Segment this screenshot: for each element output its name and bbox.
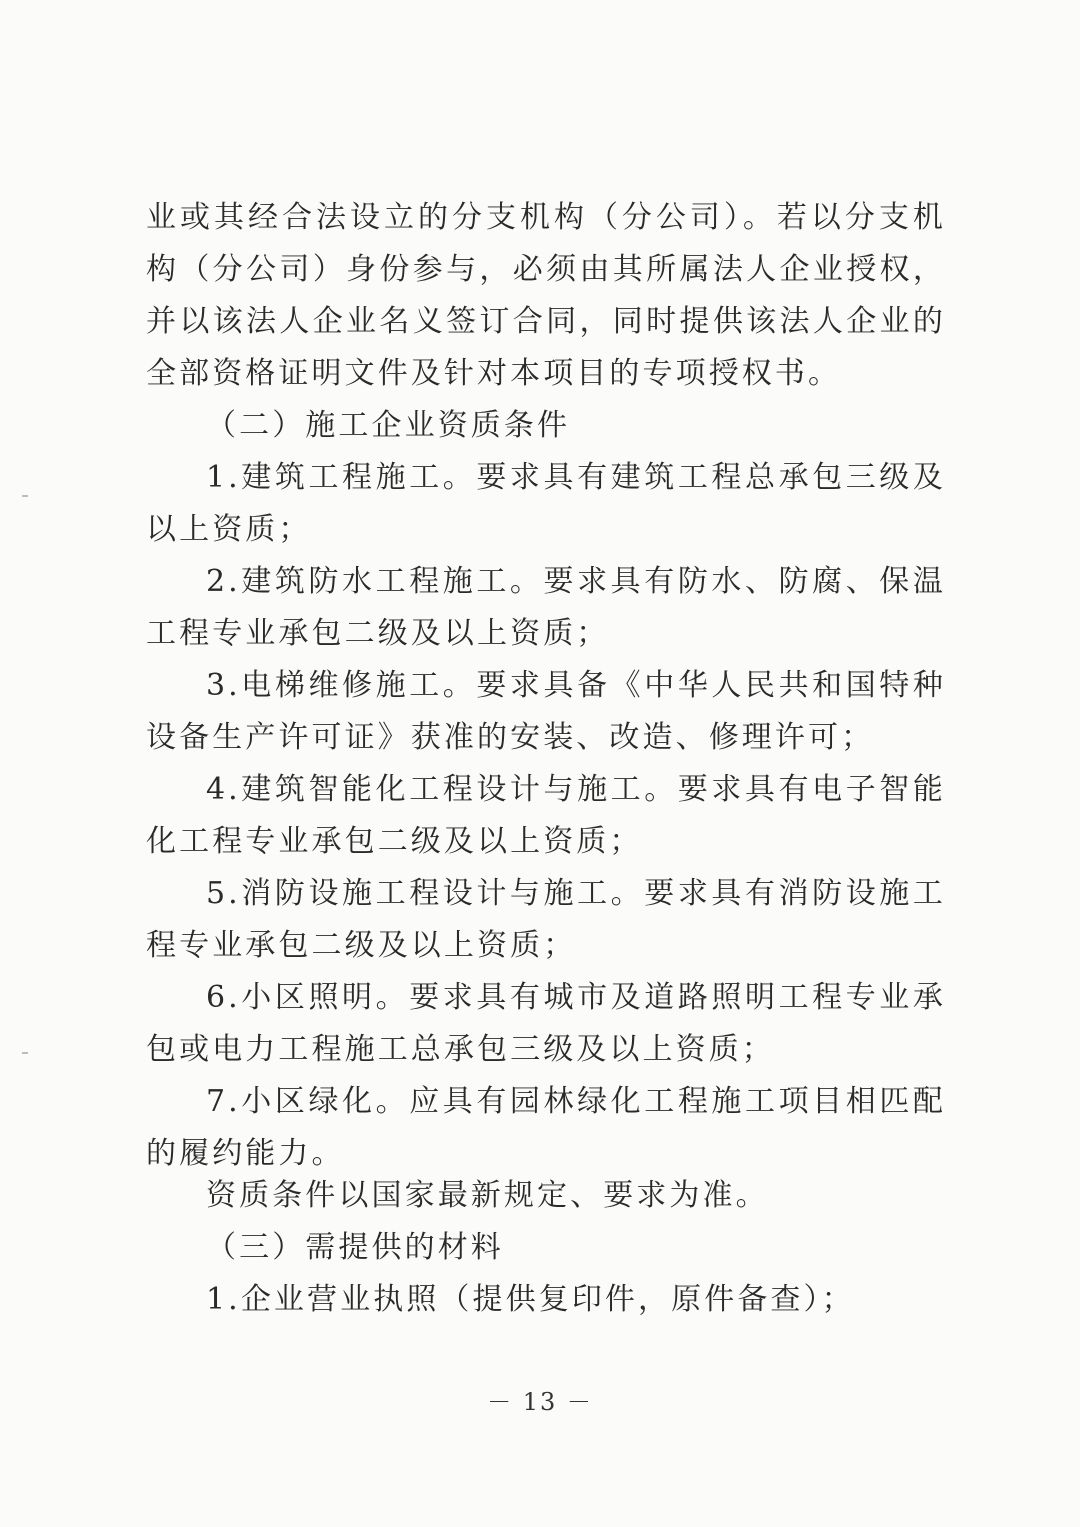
list-item-lighting: 6.小区照明。要求具有城市及道路照明工程专业承包或电力工程施工总承包三级及以上资质； bbox=[146, 980, 946, 1067]
list-item-building-construction: 1.建筑工程施工。要求具有建筑工程总承包三级及以上资质； bbox=[146, 460, 946, 547]
section-heading-qualifications: （二）施工企业资质条件 bbox=[206, 408, 571, 443]
section-heading-materials: （三）需提供的材料 bbox=[206, 1230, 504, 1265]
list-item-elevator: 3.电梯维修施工。要求具备《中华人民共和国特种设备生产许可证》获准的安装、改造、修理许可； bbox=[146, 668, 946, 755]
paragraph-standard-note: 资质条件以国家最新规定、要求为准。 bbox=[206, 1178, 769, 1213]
page-number: － 13 － bbox=[487, 1388, 593, 1416]
list-item-greening: 7.小区绿化。应具有园林绿化工程施工项目相匹配的履约能力。 bbox=[146, 1084, 946, 1171]
list-item-business-license: 1.企业营业执照（提供复印件，原件备查）； bbox=[206, 1282, 855, 1317]
list-item-waterproofing: 2.建筑防水工程施工。要求具有防水、防腐、保温工程专业承包二级及以上资质； bbox=[146, 564, 946, 651]
list-item-intelligent-building: 4.建筑智能化工程设计与施工。要求具有电子智能化工程专业承包二级及以上资质； bbox=[146, 772, 946, 859]
scan-mark bbox=[22, 1052, 28, 1054]
list-item-fire-protection: 5.消防设施工程设计与施工。要求具有消防设施工程专业承包二级及以上资质； bbox=[146, 876, 946, 963]
scan-mark bbox=[22, 495, 28, 497]
paragraph-branch-authorization: 业或其经合法设立的分支机构（分公司）。若以分支机构（分公司）身份参与，必须由其所属法人企业授权，并以该法人企业名义签订合同，同时提供该法人企业的全部资格证明文件及针对本项目的专项授权书。 bbox=[146, 200, 946, 391]
